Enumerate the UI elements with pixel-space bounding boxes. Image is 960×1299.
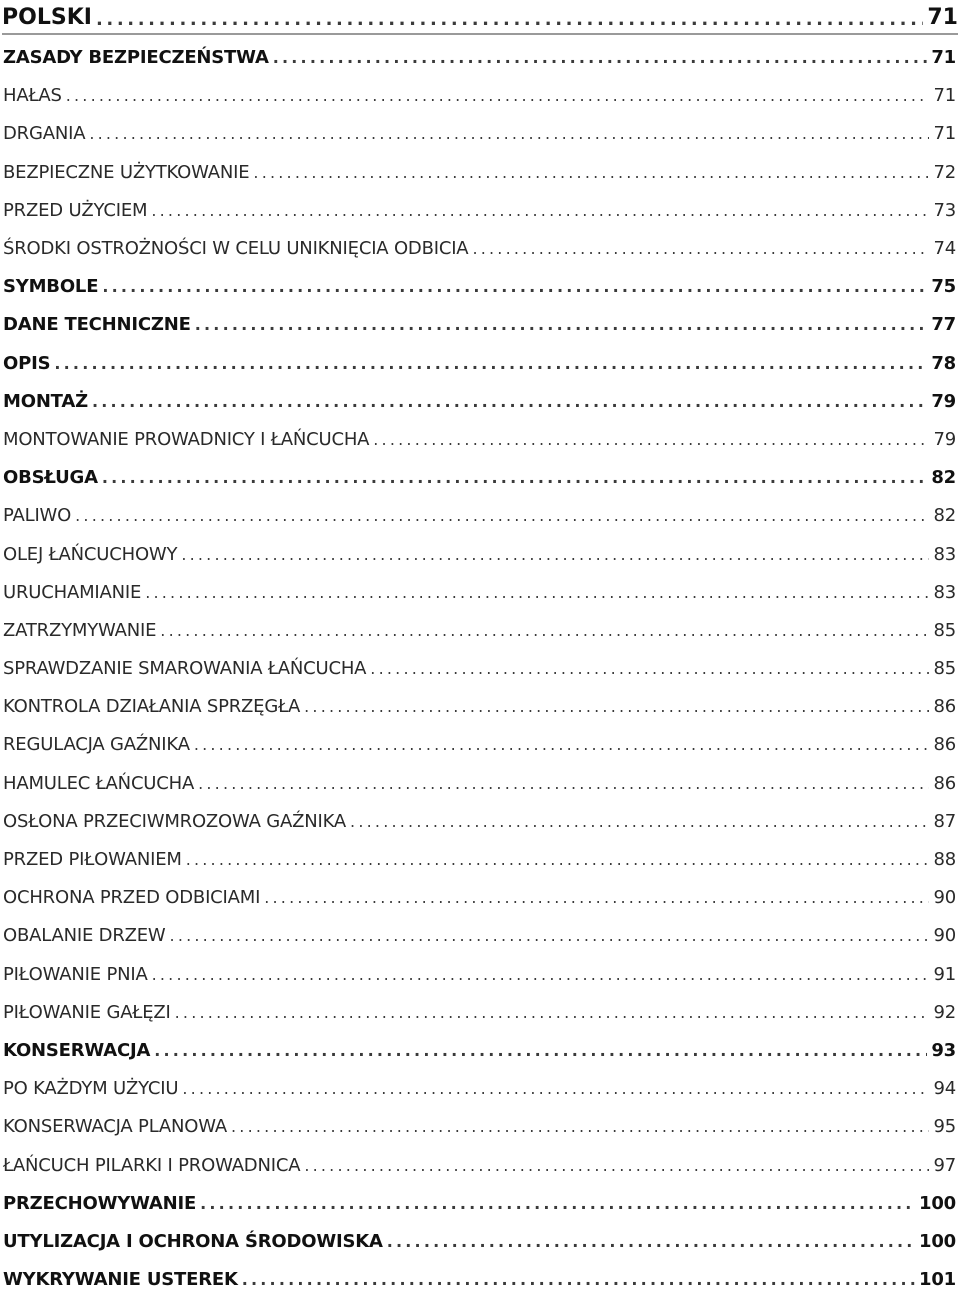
toc-entry-page: 72: [933, 161, 956, 183]
toc-entry-page: 87: [933, 810, 956, 832]
toc-entry-title: WYKRYWANIE USTEREK: [3, 1269, 238, 1291]
toc-entry-page: 79: [931, 390, 956, 412]
toc-entry-title: PRZED PIŁOWANIEM: [3, 849, 182, 871]
toc-entry-title: OCHRONA PRZED ODBICIAMI: [3, 887, 261, 909]
dot-leader: [264, 890, 929, 906]
dot-leader: [92, 394, 927, 410]
toc-entry-title: PRZED UŻYCIEM: [3, 199, 148, 221]
dot-leader: [151, 203, 929, 219]
dot-leader: [373, 432, 929, 448]
dot-leader: [195, 317, 928, 333]
toc-entry-title: OBALANIE DRZEW: [3, 925, 166, 947]
dot-leader: [170, 928, 930, 944]
dot-leader: [160, 623, 929, 639]
toc-entry-title: KONTROLA DZIAŁANIA SPRZĘGŁA: [3, 696, 301, 718]
toc-entry[interactable]: [0, 879, 960, 917]
toc-entry[interactable]: [0, 345, 960, 383]
toc-entry-title: MONTAŻ: [3, 390, 88, 412]
dot-leader: [89, 126, 929, 142]
toc-entry[interactable]: [0, 956, 960, 994]
toc-entry-page: 75: [931, 276, 956, 298]
toc-entry-page: 78: [931, 352, 956, 374]
toc-entry[interactable]: [0, 115, 960, 153]
toc-entry-page: 100: [919, 1230, 956, 1252]
toc-entry-title: DANE TECHNICZNE: [3, 314, 191, 336]
toc-entry[interactable]: [0, 497, 960, 535]
toc-entry-page: 71: [933, 123, 956, 145]
toc-entry[interactable]: [0, 268, 960, 306]
toc-entry-title: ŚRODKI OSTROŻNOŚCI W CELU UNIKNIĘCIA ODBICIA: [3, 238, 469, 260]
dot-leader: [350, 814, 929, 830]
toc-entry[interactable]: [0, 1185, 960, 1223]
toc-entry[interactable]: [0, 1032, 960, 1070]
toc-entries: [0, 39, 960, 1299]
toc-entry-title: REGULACJA GAŹNIKA: [3, 734, 190, 756]
dot-leader: [181, 547, 929, 563]
toc-entry[interactable]: [0, 459, 960, 497]
toc-entry-title: KONSERWACJA: [3, 1039, 151, 1061]
dot-leader: [66, 88, 930, 104]
dot-leader: [200, 1196, 915, 1212]
toc-entry-page: 90: [933, 925, 956, 947]
dot-leader: [198, 776, 929, 792]
dot-leader: [387, 1234, 915, 1250]
toc-entry[interactable]: [0, 383, 960, 421]
toc-entry[interactable]: [0, 1108, 960, 1146]
dot-leader: [472, 241, 929, 257]
toc-entry-page: 74: [933, 238, 956, 260]
toc-entry-title: BEZPIECZNE UŻYTKOWANIE: [3, 161, 250, 183]
toc-entry-page: 93: [931, 1039, 956, 1061]
toc-entry-title: OSŁONA PRZECIWMROZOWA GAŹNIKA: [3, 810, 347, 832]
toc-entry-title: URUCHAMIANIE: [3, 581, 142, 603]
toc-entry-title: ZATRZYMYWANIE: [3, 619, 157, 641]
toc-entry[interactable]: [0, 841, 960, 879]
toc-entry[interactable]: [0, 1261, 960, 1299]
section-title: POLSKI: [2, 5, 92, 30]
toc-entry-title: HAMULEC ŁAŃCUCHA: [3, 772, 195, 794]
toc-entry[interactable]: [0, 994, 960, 1032]
toc-entry-title: ŁAŃCUCH PILARKI I PROWADNICA: [3, 1154, 301, 1176]
dot-leader: [102, 279, 927, 295]
toc-entry-title: UTYLIZACJA I OCHRONA ŚRODOWISKA: [3, 1230, 383, 1252]
dot-leader: [304, 699, 929, 715]
dot-leader: [102, 470, 928, 486]
toc-entry[interactable]: [0, 612, 960, 650]
toc-entry-page: 100: [919, 1192, 956, 1214]
toc-entry-title: PO KAŻDYM UŻYCIU: [3, 1078, 179, 1100]
toc-entry-page: 92: [933, 1001, 956, 1023]
toc-entry[interactable]: [0, 1146, 960, 1184]
toc-header: [0, 0, 960, 30]
toc-entry[interactable]: [0, 688, 960, 726]
toc-entry-page: 90: [933, 887, 956, 909]
toc-entry-title: OPIS: [3, 352, 51, 374]
dot-leader: [242, 1272, 915, 1288]
toc-entry-page: 91: [933, 963, 956, 985]
toc-entry-title: PIŁOWANIE PNIA: [3, 963, 148, 985]
toc-entry[interactable]: [0, 574, 960, 612]
toc-entry-page: 83: [933, 581, 956, 603]
toc-entry-page: 71: [933, 85, 956, 107]
toc-entry-title: SYMBOLE: [3, 276, 99, 298]
dot-leader: [194, 737, 930, 753]
dot-leader: [370, 661, 929, 677]
toc-entry-title: KONSERWACJA PLANOWA: [3, 1116, 228, 1138]
toc-entry-page: 77: [931, 314, 956, 336]
toc-entry-page: 79: [933, 428, 956, 450]
toc-entry-page: 86: [933, 696, 956, 718]
toc-entry-title: HAŁAS: [3, 85, 62, 107]
dot-leader: [145, 585, 929, 601]
toc-entry-page: 83: [933, 543, 956, 565]
dot-leader: [75, 508, 929, 524]
toc-entry[interactable]: [0, 803, 960, 841]
toc-entry-title: SPRAWDZANIE SMAROWANIA ŁAŃCUCHA: [3, 658, 367, 680]
toc-entry-title: DRGANIA: [3, 123, 86, 145]
toc-entry[interactable]: [0, 726, 960, 764]
dot-leader: [152, 967, 930, 983]
toc-entry-page: 86: [933, 734, 956, 756]
toc-entry-page: 88: [933, 849, 956, 871]
toc-entry[interactable]: [0, 1223, 960, 1261]
toc-entry[interactable]: [0, 1070, 960, 1108]
toc-entry[interactable]: [0, 192, 960, 230]
dot-leader: [273, 50, 928, 66]
toc-entry-page: 85: [933, 658, 956, 680]
page-number: 71: [927, 5, 958, 30]
dot-leader: [96, 9, 923, 30]
toc-entry[interactable]: [0, 650, 960, 688]
dot-leader: [231, 1119, 929, 1135]
toc-entry[interactable]: [0, 77, 960, 115]
toc-entry-page: 94: [933, 1078, 956, 1100]
toc-entry-page: 86: [933, 772, 956, 794]
toc-entry[interactable]: [0, 154, 960, 192]
toc-entry[interactable]: [0, 535, 960, 573]
toc-entry-page: 82: [931, 467, 956, 489]
toc-entry[interactable]: [0, 230, 960, 268]
toc-entry-page: 71: [931, 47, 956, 69]
toc-entry-page: 97: [933, 1154, 956, 1176]
dot-leader: [175, 1005, 930, 1021]
toc-entry[interactable]: [0, 917, 960, 955]
dot-leader: [154, 1043, 927, 1059]
toc-entry-title: PALIWO: [3, 505, 72, 527]
toc-entry-page: 85: [933, 619, 956, 641]
toc-entry-page: 73: [933, 199, 956, 221]
toc-entry-title: PRZECHOWYWANIE: [3, 1192, 197, 1214]
dot-leader: [253, 165, 929, 181]
toc-entry-title: OLEJ ŁAŃCUCHOWY: [3, 543, 178, 565]
toc-entry-title: MONTOWANIE PROWADNICY I ŁAŃCUCHA: [3, 428, 370, 450]
toc-entry-page: 82: [933, 505, 956, 527]
header-divider: [2, 33, 958, 35]
toc-entry-page: 95: [933, 1116, 956, 1138]
toc-entry[interactable]: [0, 39, 960, 77]
toc-entry[interactable]: [0, 421, 960, 459]
toc-entry-title: PIŁOWANIE GAŁĘZI: [3, 1001, 171, 1023]
dot-leader: [54, 356, 927, 372]
dot-leader: [186, 852, 930, 868]
toc-entry-title: ZASADY BEZPIECZEŃSTWA: [3, 47, 269, 69]
toc-entry[interactable]: [0, 765, 960, 803]
toc-entry[interactable]: [0, 306, 960, 344]
dot-leader: [182, 1081, 929, 1097]
toc-entry-title: OBSŁUGA: [3, 467, 98, 489]
toc-entry-page: 101: [919, 1269, 956, 1291]
dot-leader: [304, 1158, 929, 1174]
